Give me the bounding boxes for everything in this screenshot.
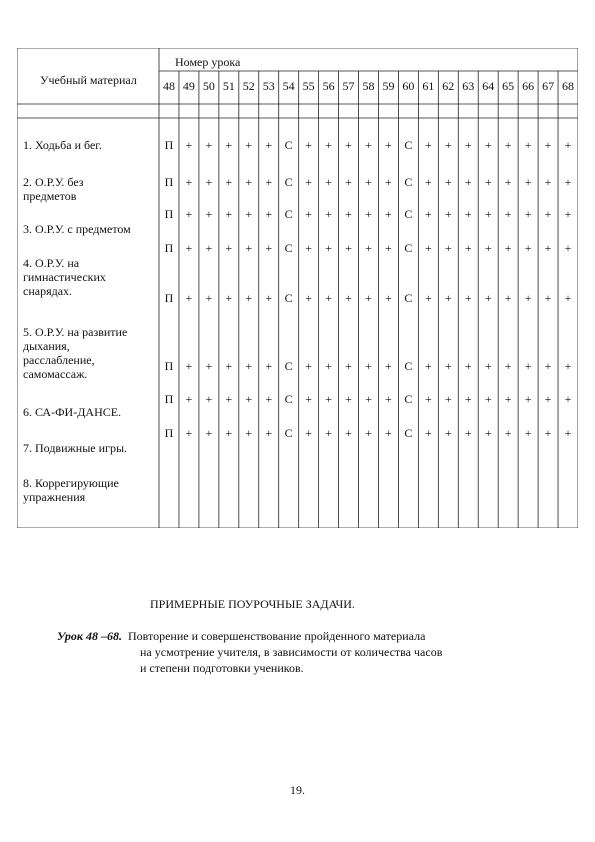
- mark-cell: +: [564, 138, 572, 152]
- mark-cell: +: [484, 291, 492, 305]
- mark-cell: +: [424, 392, 432, 406]
- mark-cell: +: [564, 359, 572, 373]
- mark-cell: С: [284, 138, 293, 152]
- mark-cell: +: [544, 392, 552, 406]
- mark-cell: +: [365, 241, 372, 255]
- mark-cell: +: [225, 138, 233, 152]
- mark-cell: +: [225, 426, 233, 440]
- mark-cell: +: [365, 175, 372, 189]
- mark-cell: +: [365, 138, 372, 152]
- material-item-line: 1. Ходьба и бег.: [23, 138, 102, 152]
- mark-cell: +: [424, 241, 432, 255]
- mark-cell: +: [385, 359, 392, 373]
- mark-cell: +: [225, 175, 233, 189]
- mark-cell: +: [185, 138, 193, 152]
- mark-cell: +: [185, 241, 193, 255]
- mark-cell: +: [385, 207, 392, 221]
- mark-cell: +: [544, 359, 552, 373]
- mark-cell: +: [524, 241, 532, 255]
- mark-cell: +: [345, 392, 352, 406]
- mark-cell: С: [404, 426, 413, 440]
- material-item-line: 7. Подвижные игры.: [23, 441, 128, 455]
- mark-cell: +: [325, 241, 332, 255]
- material-item: [23, 256, 106, 298]
- material-item: [23, 222, 131, 236]
- mark-cell: +: [424, 207, 432, 221]
- mark-cell: С: [284, 291, 293, 305]
- mark-cell: +: [205, 138, 213, 152]
- mark-cell: +: [544, 426, 552, 440]
- mark-cell: +: [524, 392, 532, 406]
- mark-cell: +: [265, 291, 273, 305]
- mark-cell: С: [284, 241, 293, 255]
- lesson-number-cell: 58: [362, 79, 375, 93]
- mark-cell: +: [444, 241, 452, 255]
- mark-cell: +: [245, 291, 253, 305]
- lesson-number-cell: 52: [242, 79, 255, 93]
- mark-cell: +: [265, 359, 273, 373]
- mark-cell: +: [424, 359, 432, 373]
- mark-cell: +: [444, 207, 452, 221]
- mark-cell: +: [385, 241, 392, 255]
- mark-cell: +: [385, 392, 392, 406]
- lesson-number-cell: 54: [282, 79, 295, 93]
- mark-cell: П: [164, 138, 174, 152]
- mark-cell: +: [464, 207, 472, 221]
- mark-cell: +: [544, 291, 552, 305]
- lesson-number-cell: 62: [442, 79, 455, 93]
- mark-cell: +: [444, 359, 452, 373]
- mark-cell: +: [305, 241, 313, 255]
- lesson-plan-table: [17, 48, 578, 528]
- mark-cell: +: [464, 392, 472, 406]
- lesson-number-cell: 53: [262, 79, 275, 93]
- task-line-2: на усмотрение учителя, в зависимости от количества часов: [140, 645, 443, 659]
- mark-cell: +: [484, 138, 492, 152]
- mark-cell: +: [524, 291, 532, 305]
- mark-cell: +: [564, 291, 572, 305]
- mark-cell: +: [345, 175, 352, 189]
- mark-cell: +: [464, 175, 472, 189]
- lesson-number-cell: 66: [522, 79, 535, 93]
- mark-cell: +: [524, 359, 532, 373]
- mark-cell: +: [225, 241, 233, 255]
- mark-cell: С: [284, 359, 293, 373]
- mark-cell: +: [484, 426, 492, 440]
- mark-cell: +: [345, 426, 352, 440]
- mark-cell: +: [325, 138, 332, 152]
- material-item-line: упражнения: [23, 490, 86, 504]
- page-number: 19.: [290, 783, 305, 797]
- mark-cell: +: [185, 291, 193, 305]
- mark-cell: +: [265, 207, 273, 221]
- mark-cell: +: [385, 138, 392, 152]
- mark-cell: +: [225, 359, 233, 373]
- mark-cell: С: [284, 426, 293, 440]
- mark-cell: +: [245, 207, 253, 221]
- mark-cell: +: [385, 175, 392, 189]
- material-item-line: 2. О.Р.У. без: [23, 175, 84, 189]
- mark-cell: +: [325, 426, 332, 440]
- mark-cell: +: [564, 175, 572, 189]
- mark-cell: +: [265, 392, 273, 406]
- mark-cell: +: [185, 392, 193, 406]
- mark-cell: +: [524, 138, 532, 152]
- mark-cell: С: [404, 241, 413, 255]
- lesson-number-group-header: Номер урока: [175, 55, 241, 69]
- mark-cell: П: [164, 241, 174, 255]
- mark-cell: +: [524, 207, 532, 221]
- lesson-number-cell: 51: [222, 79, 235, 93]
- mark-cell: +: [544, 241, 552, 255]
- mark-cell: +: [424, 175, 432, 189]
- lesson-number-cell: 67: [542, 79, 555, 93]
- lesson-number-cell: 55: [302, 79, 315, 93]
- material-item-line: предметов: [23, 189, 77, 203]
- mark-cell: +: [504, 291, 512, 305]
- material-item: [23, 325, 127, 381]
- mark-cell: +: [205, 207, 213, 221]
- mark-cell: П: [164, 175, 174, 189]
- mark-cell: +: [245, 175, 253, 189]
- mark-cell: П: [164, 392, 174, 406]
- mark-cell: +: [524, 426, 532, 440]
- mark-cell: +: [424, 138, 432, 152]
- mark-cell: +: [484, 359, 492, 373]
- mark-cell: С: [404, 138, 413, 152]
- material-item-line: 6. СА-ФИ-ДАНСЕ.: [23, 405, 122, 419]
- mark-cell: +: [345, 291, 352, 305]
- material-item: [23, 405, 121, 419]
- section-title: ПРИМЕРНЫЕ ПОУРОЧНЫЕ ЗАДАЧИ.: [150, 597, 355, 611]
- mark-cell: +: [325, 291, 332, 305]
- mark-cell: +: [464, 426, 472, 440]
- mark-cell: +: [365, 207, 372, 221]
- mark-cell: +: [185, 426, 193, 440]
- material-item-line: снарядах.: [23, 284, 73, 298]
- mark-cell: С: [404, 392, 413, 406]
- mark-cell: +: [245, 392, 253, 406]
- mark-cell: +: [305, 392, 313, 406]
- mark-cell: +: [365, 359, 372, 373]
- mark-cell: +: [185, 207, 193, 221]
- material-item-line: гимнастических: [23, 270, 106, 284]
- material-item: [23, 476, 119, 504]
- lesson-task-block: [57, 628, 517, 676]
- mark-cell: П: [164, 291, 174, 305]
- mark-cell: +: [365, 291, 372, 305]
- mark-cell: С: [404, 359, 413, 373]
- mark-cell: +: [245, 426, 253, 440]
- mark-cell: +: [504, 359, 512, 373]
- mark-cell: П: [164, 426, 174, 440]
- material-item-line: расслабление,: [23, 353, 95, 367]
- mark-cell: +: [484, 392, 492, 406]
- mark-cell: +: [205, 291, 213, 305]
- mark-cell: +: [424, 426, 432, 440]
- mark-cell: +: [225, 291, 233, 305]
- mark-cell: П: [164, 359, 174, 373]
- mark-cell: +: [564, 426, 572, 440]
- mark-cell: +: [305, 426, 313, 440]
- mark-cell: +: [205, 426, 213, 440]
- mark-cell: +: [544, 175, 552, 189]
- mark-cell: +: [185, 175, 193, 189]
- mark-cell: +: [504, 241, 512, 255]
- mark-cell: +: [345, 207, 352, 221]
- mark-cell: +: [345, 241, 352, 255]
- mark-cell: С: [284, 207, 293, 221]
- lesson-number-cell: 50: [202, 79, 215, 93]
- lesson-number-cell: 56: [322, 79, 335, 93]
- mark-cell: +: [205, 175, 213, 189]
- lesson-number-cell: 61: [422, 79, 435, 93]
- mark-cell: +: [564, 392, 572, 406]
- mark-cell: +: [365, 392, 372, 406]
- mark-cell: +: [205, 241, 213, 255]
- mark-cell: С: [404, 175, 413, 189]
- mark-cell: +: [444, 175, 452, 189]
- mark-cell: +: [245, 241, 253, 255]
- mark-cell: +: [504, 175, 512, 189]
- material-item-line: самомассаж.: [23, 367, 88, 381]
- mark-cell: +: [464, 359, 472, 373]
- mark-cell: С: [404, 291, 413, 305]
- mark-cell: +: [544, 207, 552, 221]
- mark-cell: +: [564, 241, 572, 255]
- mark-cell: +: [424, 291, 432, 305]
- task-line-3: и степени подготовки учеников.: [140, 661, 304, 675]
- mark-cell: +: [365, 426, 372, 440]
- mark-cell: +: [245, 138, 253, 152]
- mark-cell: +: [524, 175, 532, 189]
- mark-cell: +: [325, 207, 332, 221]
- mark-cell: +: [225, 207, 233, 221]
- mark-cell: +: [265, 426, 273, 440]
- mark-cell: +: [385, 291, 392, 305]
- mark-cell: +: [205, 392, 213, 406]
- mark-cell: +: [444, 426, 452, 440]
- mark-cell: +: [305, 359, 313, 373]
- mark-cell: +: [464, 138, 472, 152]
- mark-cell: С: [284, 175, 293, 189]
- mark-cell: +: [265, 175, 273, 189]
- lesson-number-cell: 65: [502, 79, 515, 93]
- task-line-1: Повторение и совершенствование пройденного материала: [127, 629, 426, 643]
- lesson-number-cell: 49: [182, 79, 195, 93]
- mark-cell: +: [504, 426, 512, 440]
- material-item: [23, 175, 84, 203]
- mark-cell: +: [484, 207, 492, 221]
- mark-cell: +: [225, 392, 233, 406]
- material-item: [23, 138, 102, 152]
- lesson-number-cell: 59: [382, 79, 395, 93]
- mark-cell: +: [444, 138, 452, 152]
- mark-cell: +: [345, 138, 352, 152]
- lesson-number-cell: 64: [482, 79, 495, 93]
- mark-cell: +: [185, 359, 193, 373]
- mark-cell: +: [265, 138, 273, 152]
- mark-cell: +: [484, 241, 492, 255]
- lesson-number-cell: 63: [462, 79, 475, 93]
- material-item-line: 4. О.Р.У. на: [23, 256, 80, 270]
- mark-cell: +: [504, 207, 512, 221]
- mark-cell: +: [205, 359, 213, 373]
- lesson-number-cell: 57: [342, 79, 355, 93]
- lesson-number-cell: 60: [402, 79, 415, 93]
- mark-cell: +: [504, 392, 512, 406]
- mark-cell: +: [325, 359, 332, 373]
- material-item-line: дыхания,: [23, 339, 70, 353]
- mark-cell: С: [284, 392, 293, 406]
- mark-cell: +: [245, 359, 253, 373]
- mark-cell: +: [464, 241, 472, 255]
- mark-cell: С: [404, 207, 413, 221]
- material-column-header: Учебный материал: [40, 73, 137, 87]
- mark-cell: +: [464, 291, 472, 305]
- mark-cell: +: [345, 359, 352, 373]
- material-item-line: 5. О.Р.У. на развитие: [23, 325, 128, 339]
- mark-cell: +: [544, 138, 552, 152]
- mark-cell: +: [504, 138, 512, 152]
- mark-cell: +: [564, 207, 572, 221]
- mark-cell: +: [444, 291, 452, 305]
- lesson-number-cell: 48: [162, 79, 175, 93]
- mark-cell: +: [305, 207, 313, 221]
- material-item-line: 3. О.Р.У. с предметом: [23, 222, 131, 236]
- task-lesson-label: Урок 48 –68.: [57, 629, 122, 643]
- material-item-line: 8. Коррегирующие: [23, 476, 119, 490]
- mark-cell: +: [484, 175, 492, 189]
- material-item: [23, 441, 127, 455]
- mark-cell: +: [305, 175, 313, 189]
- mark-cell: П: [164, 207, 174, 221]
- mark-cell: +: [265, 241, 273, 255]
- mark-cell: +: [325, 175, 332, 189]
- mark-cell: +: [385, 426, 392, 440]
- mark-cell: +: [325, 392, 332, 406]
- lesson-number-cell: 68: [562, 79, 575, 93]
- mark-cell: +: [305, 138, 313, 152]
- mark-cell: +: [305, 291, 313, 305]
- mark-cell: +: [444, 392, 452, 406]
